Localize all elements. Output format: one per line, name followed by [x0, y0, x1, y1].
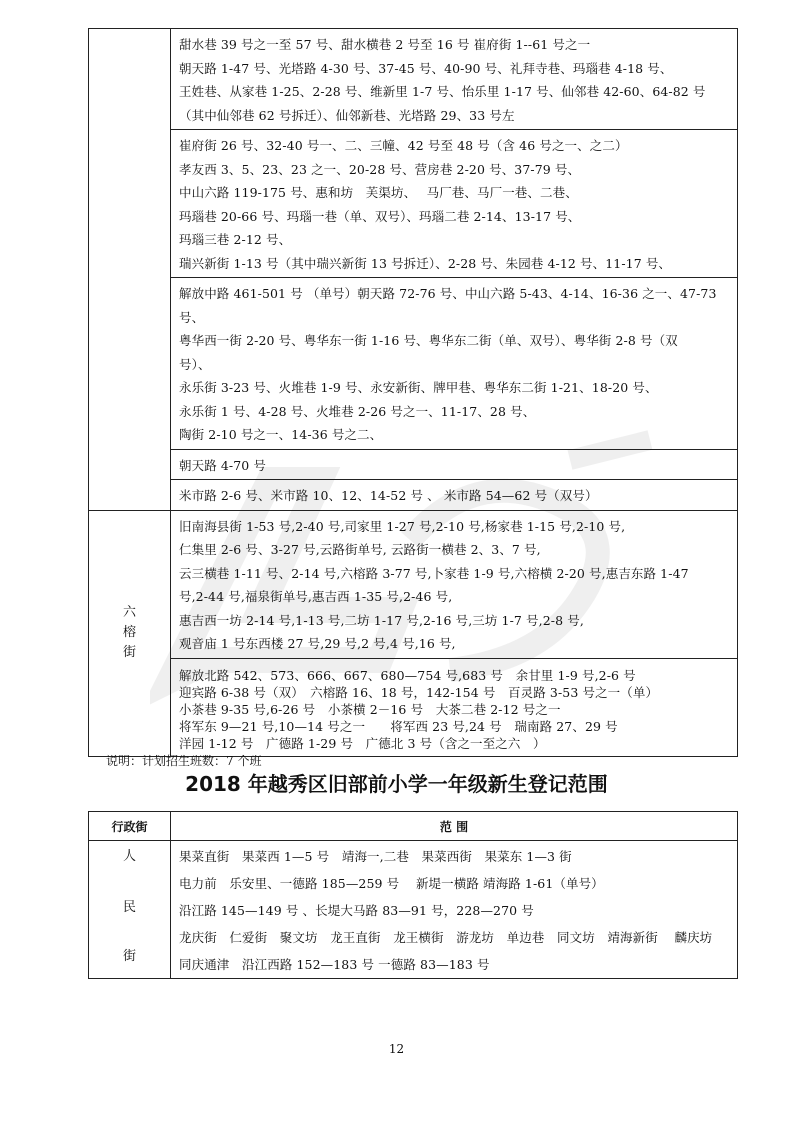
range-line: 云三横巷 1-11 号、2-14 号,六榕路 3-77 号,卜家巷 1-9 号,六榕横 2-20 号,惠吉东路 1-47: [179, 565, 689, 581]
range-line: 龙庆街 仁爱街 聚文坊 龙王直街 龙王横街 游龙坊 单边巷 同文坊 靖海新街 麟庆坊: [179, 930, 713, 945]
range-line: 洋园 1-12 号 广德路 1-29 号 广德北 3 号（含之一至之六 ）: [179, 735, 546, 751]
header-range: 范 围: [171, 812, 738, 841]
range-line: 朝天路 1-47 号、光塔路 4-30 号、37-45 号、40-90 号、礼拜寺巷、玛瑙巷 4-18 号、: [179, 60, 673, 76]
range-line: 粤华西一街 2-20 号、粤华东一街 1-16 号、粤华东二街（单、双号）、粤华街 2-8 号（双: [179, 333, 678, 348]
range-cell: [171, 130, 738, 278]
range-cell: [171, 480, 738, 511]
range-cell: [171, 29, 738, 130]
range-line: 号,2-44 号,福泉街单号,惠吉西 1-35 号,2-46 号,: [179, 589, 453, 604]
range-line: 仁集里 2-6 号、3-27 号,云路街单号, 云路街一横巷 2、3、7 号,: [179, 542, 541, 557]
range-cell: [171, 278, 738, 450]
range-line: 小茶巷 9-35 号,6-26 号 小茶横 2－16 号 大茶二巷 2-12 号之一: [179, 701, 561, 717]
range-cell: [171, 510, 738, 658]
page-number: 12: [388, 1042, 405, 1056]
range-line: 陶街 2-10 号之一、14-36 号之二、: [179, 427, 383, 442]
street-char: 街: [122, 645, 136, 660]
range-line: 号）、: [179, 356, 211, 372]
street-char: 榕: [122, 625, 136, 640]
range-line: 解放北路 542、573、666、667、680—754 号,683 号 余甘里 1-9 号,2-6 号: [179, 667, 636, 683]
range-line: 玛瑙三巷 2-12 号、: [179, 232, 292, 247]
range-line: （其中仙邻巷 62 号拆迁）、仙邻新巷、光塔路 29、33 号左: [179, 107, 515, 123]
range-line: 甜水巷 39 号之一至 57 号、甜水横巷 2 号至 16 号 崔府街 1--61 号之一: [179, 37, 591, 52]
range-line: 迎宾路 6-38 号（双） 六榕路 16、18 号，142-154 号 百灵路 3-53 号之一（单）: [179, 684, 659, 700]
range-line: 解放中路 461-501 号 （单号）朝天路 72-76 号、中山六路 5-43、4-14、16-36 之一、47-73: [179, 286, 717, 301]
page-title: 2018 年越秀区旧部前小学一年级新生登记范围: [185, 772, 608, 796]
range-line: 崔府街 26 号、32-40 号一、二、三幢、42 号至 48 号（含 46 号之一、之二）: [179, 138, 628, 153]
range-line: 瑞兴新街 1-13 号（其中瑞兴新街 13 号拆迁）、2-28 号、朱园巷 4-12 号、11-17 号、: [179, 255, 672, 271]
range-line: 永乐街 1 号、4-28 号、火堆巷 2-26 号之一、11-17、28 号、: [179, 403, 536, 419]
range-line: 米市路 2-6 号、米市路 10、12、14-52 号 、 米市路 54—62 号（双号）: [179, 488, 598, 503]
range-line: 旧南海县街 1-53 号,2-40 号,司家里 1-27 号,2-10 号,杨家巷 1-15 号,2-10 号,: [179, 518, 626, 534]
range-line: 号、: [179, 309, 205, 325]
range-cell: [171, 658, 738, 756]
note-text: 说明：计划招生班数：7 个班: [106, 754, 262, 768]
range-line: 观音庙 1 号东西楼 27 号,29 号,2 号,4 号,16 号,: [179, 636, 456, 651]
range-line: 果菜直街 果菜西 1—5 号 靖海一,二巷 果菜西街 果菜东 1—3 街: [179, 849, 572, 864]
range-line: 中山六路 119-175 号、惠和坊 芙渠坊、 马厂巷、马厂一巷、二巷、: [179, 185, 578, 200]
street-char: 街: [122, 949, 136, 964]
range-line: 永乐街 3-23 号、火堆巷 1-9 号、永安新街、牌甲巷、粤华东二街 1-21、18-20 号、: [179, 380, 658, 395]
range-line: 玛瑙巷 20-66 号、玛瑙一巷（单、双号）、玛瑙二巷 2-14、13-17 号、: [179, 208, 581, 224]
range-line: 王姓巷、从家巷 1-25、2-28 号、维新里 1-7 号、怡乐里 1-17 号、仙邻巷 42-60、64-82 号: [179, 84, 706, 99]
enrollment-table-bottom: [88, 811, 738, 979]
range-line: 电力前 乐安里、一德路 185—259 号 新堤一横路 靖海路 1-61（单号）: [179, 876, 604, 891]
range-line: 惠吉西一坊 2-14 号,1-13 号,二坊 1-17 号,2-16 号,三坊 1-7 号,2-8 号,: [179, 612, 584, 628]
street-char: 民: [122, 900, 136, 915]
street-name-cell: [89, 29, 171, 511]
range-cell: [171, 449, 738, 480]
range-line: 朝天路 4-70 号: [179, 457, 267, 473]
street-name-cell: [89, 510, 171, 756]
range-line: 同庆通津 沿江西路 152—183 号 一德路 83—183 号: [179, 957, 490, 972]
range-line: 将军东 9—21 号,10—14 号之一 将军西 23 号,24 号 瑞南路 27、29 号: [179, 718, 618, 734]
enrollment-table-top: [88, 28, 738, 757]
header-street: 行政街: [89, 812, 171, 841]
range-line: 孝友西 3、5、23、23 之一、20-28 号、营房巷 2-20 号、37-79 号、: [179, 161, 581, 177]
range-cell: [171, 841, 738, 979]
street-char: 人: [122, 849, 136, 864]
street-char: 六: [122, 605, 136, 620]
street-name-cell: [89, 841, 171, 979]
range-line: 沿江路 145—149 号 、长堤大马路 83—91 号，228—270 号: [179, 903, 534, 918]
